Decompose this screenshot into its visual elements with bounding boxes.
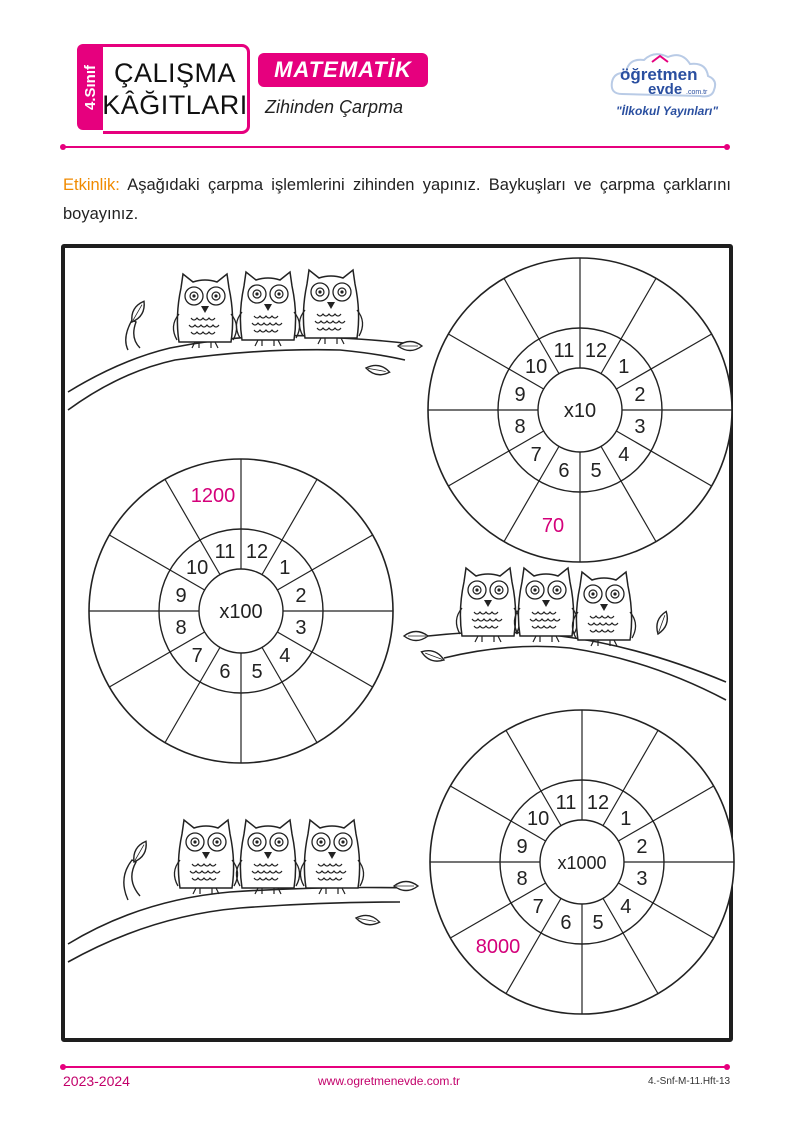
- wheel-number: 10: [527, 808, 550, 831]
- logo-word-2: evde: [648, 81, 683, 98]
- wheel-number: 2: [636, 835, 648, 858]
- wheel-number: 5: [590, 459, 602, 482]
- website-link[interactable]: www.ogretmenevde.com.tr: [318, 1074, 461, 1088]
- wheel-number: 5: [592, 911, 604, 934]
- wheel-number: 7: [530, 443, 542, 466]
- wheel-number: 10: [186, 557, 209, 580]
- wheel-number: 8: [514, 416, 526, 439]
- wheel-center-label: x1000: [557, 853, 607, 873]
- school-year: 2023-2024: [63, 1073, 130, 1089]
- branch-with-owls-bottom: [68, 820, 418, 962]
- wheel-number: 9: [516, 835, 528, 858]
- wheel-number: 11: [555, 792, 577, 815]
- wheel-example-answer: 70: [541, 515, 565, 537]
- footer-divider: [63, 1066, 727, 1068]
- wheel-number: 9: [514, 383, 526, 406]
- topic-title: Zihinden Çarpma: [265, 97, 404, 117]
- wheel-number: 4: [620, 895, 632, 918]
- wheel-number: 8: [516, 868, 528, 891]
- activity-text: Aşağıdaki çarpma işlemlerini zihinden yapınız. Baykuşları ve çarpma çarklarını boyayınız.: [63, 176, 731, 223]
- wheel-number: 12: [245, 541, 269, 564]
- footer-dot-right: [724, 1064, 730, 1070]
- wheel-example-answer: 8000: [475, 936, 521, 958]
- title-line-1: ÇALIŞMA: [113, 58, 237, 88]
- worksheet-code: 4.-Snf-M-11.Hft-13: [648, 1076, 731, 1087]
- wheel-number: 12: [586, 792, 610, 815]
- wheel-number: 6: [558, 459, 570, 482]
- wheel-number: 6: [560, 911, 572, 934]
- branch-with-owls-middle: [404, 568, 726, 700]
- wheel-number: 4: [618, 443, 630, 466]
- wheel-number: 7: [191, 644, 203, 667]
- wheel-number: 3: [634, 416, 646, 439]
- wheel-number: 4: [279, 644, 291, 667]
- multiplication-wheel-x1000: [430, 710, 734, 1014]
- wheel-number: 5: [251, 660, 263, 683]
- logo-tagline: "İlkokul Yayınları": [615, 104, 719, 118]
- activity-label: Etkinlik:: [63, 176, 120, 194]
- wheel-number: 9: [175, 584, 187, 607]
- wheel-number: 1: [618, 356, 630, 379]
- logo-domain: .com.tr: [686, 89, 708, 96]
- wheel-example-answer: 1200: [190, 485, 236, 507]
- wheel-number: 2: [295, 584, 307, 607]
- wheel-number: 11: [214, 541, 236, 564]
- title-line-2: KÂĞITLARI: [102, 90, 248, 120]
- wheel-center-label: x10: [563, 400, 597, 422]
- branch-with-owls-top: [68, 270, 422, 410]
- wheel-number: 6: [219, 660, 231, 683]
- wheel-number: 3: [636, 868, 648, 891]
- subject-badge: MATEMATİK: [258, 53, 428, 87]
- wheel-number: 7: [532, 895, 544, 918]
- wheel-number: 11: [553, 340, 575, 363]
- multiplication-wheel-x10: [428, 258, 732, 562]
- multiplication-wheel-x100: [89, 459, 393, 763]
- wheel-number: 12: [584, 340, 608, 363]
- wheel-number: 3: [295, 617, 307, 640]
- wheel-center-label: x100: [219, 601, 263, 623]
- footer-dot-left: [60, 1064, 66, 1070]
- logo-word: öğretmen: [620, 65, 698, 84]
- wheel-number: 2: [634, 383, 646, 406]
- grade-text: 4.Sınıf: [81, 64, 99, 110]
- wheel-number: 8: [175, 617, 187, 640]
- wheel-number: 1: [620, 808, 632, 831]
- wheel-number: 1: [279, 557, 291, 580]
- wheel-number: 10: [525, 356, 548, 379]
